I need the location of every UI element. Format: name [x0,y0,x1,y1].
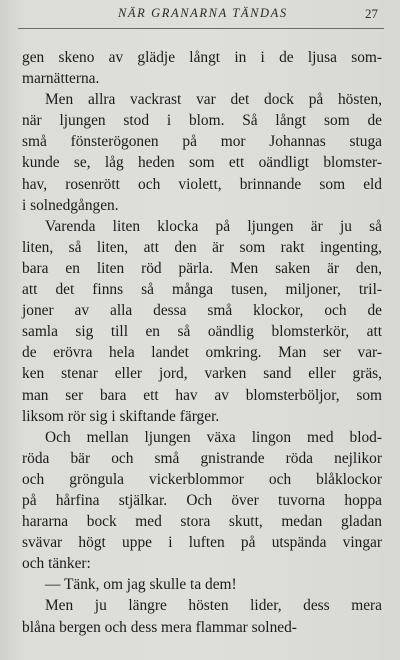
text-line: blåna bergen och dess mera flammar solned- [22,618,297,636]
body-text [22,47,382,638]
text-line: bara en liten röd pärla. Men saken är den, [22,259,382,277]
paragraph [22,216,382,427]
text-line: liten, så liten, att den är som rakt ingenting, [22,238,382,256]
paragraph [22,427,382,575]
text-line: Men allra vackrast var det dock på hösten, [45,91,382,109]
running-head [0,6,400,26]
header-rule [18,28,384,29]
text-line: i solnedgången. [22,196,119,214]
text-line: ken stenar eller jord, varken sand eller gräs, [22,365,382,383]
page-number: 27 [365,6,378,21]
text-line: och gröngula vickerblommor och blåklockor [22,470,382,488]
text-line: kunde se, låg heden som ett oändligt blomster- [22,154,382,172]
text-line: svävar högt uppe i luften på utspända vingar [22,534,382,552]
paragraph [22,89,382,216]
text-line: marnätterna. [22,70,100,88]
text-line: man ser bara ett hav av blomsterböljor, som [22,386,382,404]
text-line: hav, rosenrött och violett, brinnande som eld [22,175,382,193]
text-line: när ljungen stod i blom. Så långt som de [22,112,382,130]
text-line: Och mellan ljungen växa lingon med blod- [45,428,382,446]
running-title: NÄR GRANARNA TÄNDAS [118,6,288,20]
text-line: de erövra hela landet omkring. Man ser var- [22,344,382,362]
text-line: liksom rör sig i skiftande färger. [22,407,220,425]
text-line: röda bär och små gnistrande röda nejlikor [22,449,382,467]
text-line: — Tänk, om jag skulle ta dem! [45,576,237,594]
text-line: och tänker: [22,555,91,573]
text-line: på hårfina stjälkar. Och över tuvorna hoppa [22,491,382,509]
text-line: Varenda liten klocka på ljungen är ju så [45,217,382,235]
paragraph [22,595,382,637]
text-line: joner av alla dessa små klockor, och de [22,302,382,320]
text-line: Men ju längre hösten lider, dess mera [45,597,382,615]
text-line: att det finns så många tusen, miljoner, tril- [22,281,382,299]
text-line: hararna bock med stora skutt, medan gladan [22,513,382,531]
text-line: små fönsterögonen på mor Johannas stuga [22,133,382,151]
text-line: samla sig till en så oändlig blomsterkör, att [22,323,382,341]
paragraph [22,574,382,595]
paragraph [22,47,382,89]
text-line: gen skeno av glädje långt in i de ljusa som- [22,49,382,66]
